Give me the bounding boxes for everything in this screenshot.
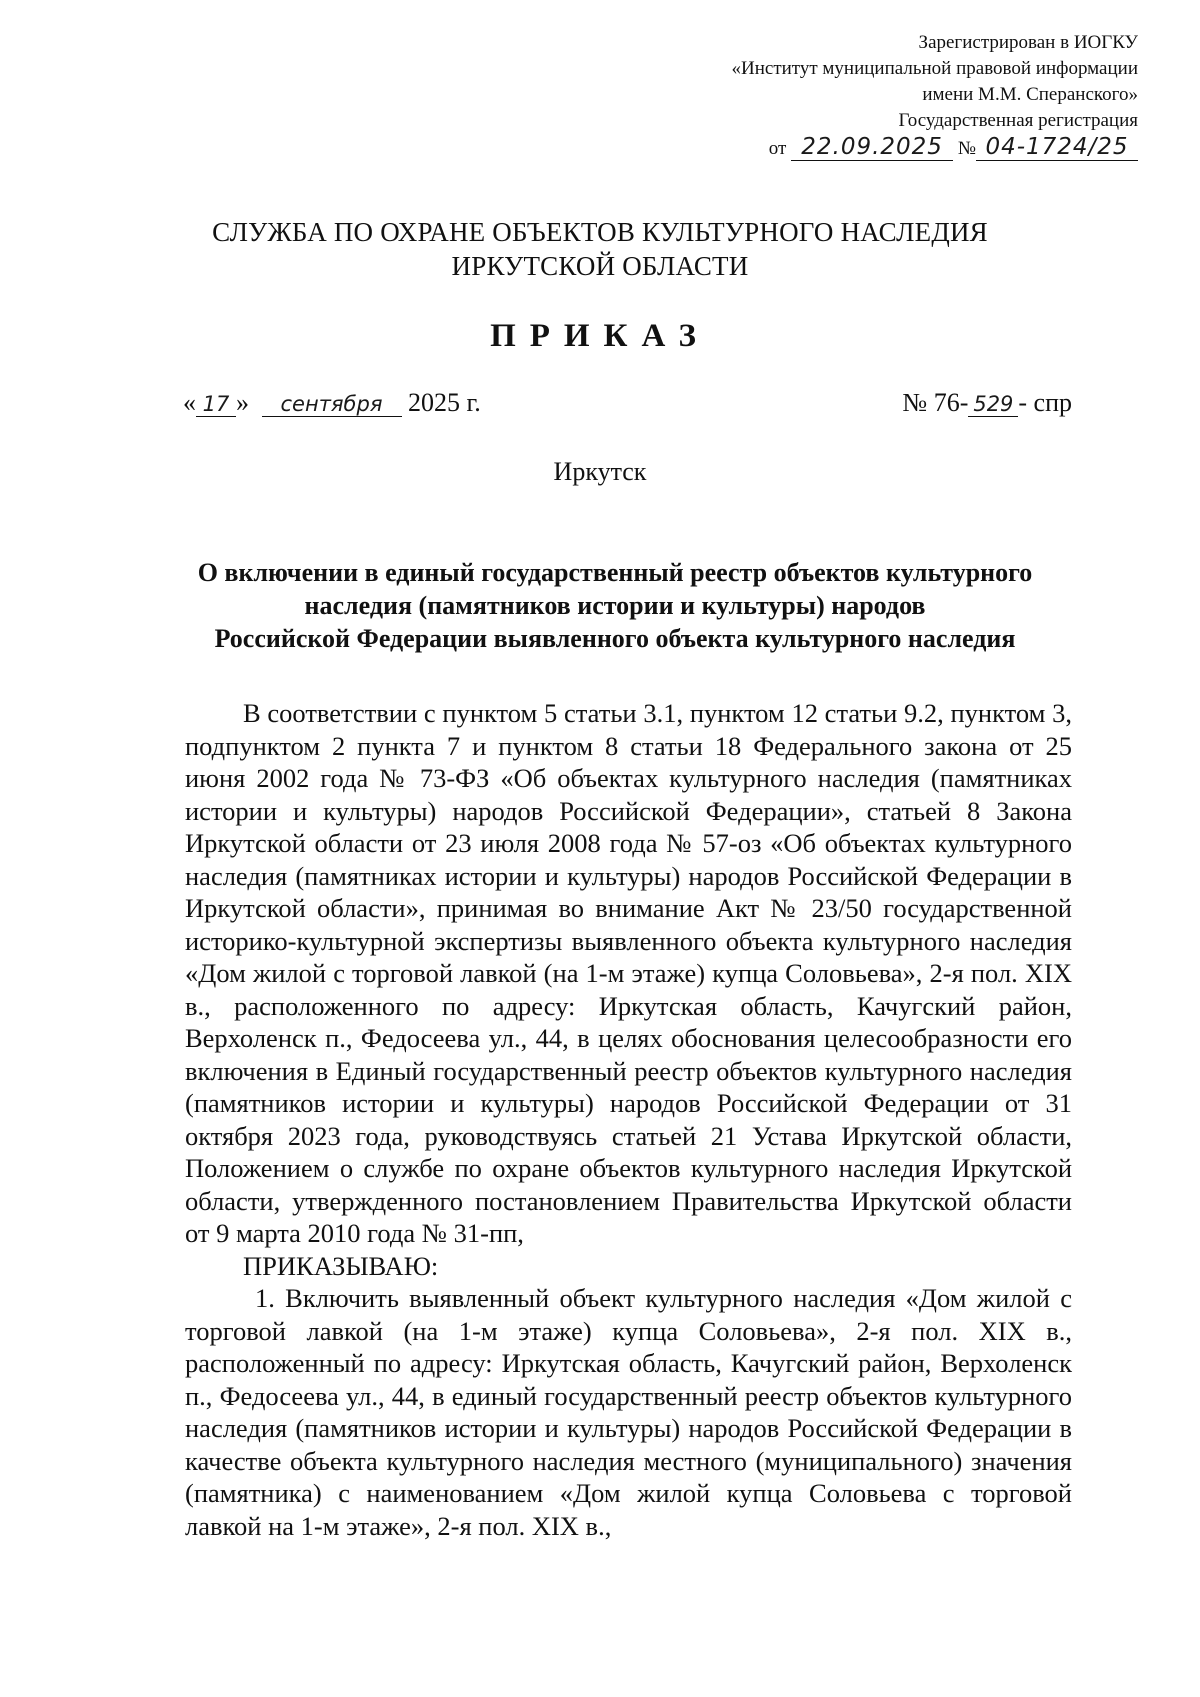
- order-date-year: 2025 г.: [408, 388, 481, 417]
- agency-name-line-1: СЛУЖБА ПО ОХРАНЕ ОБЪЕКТОВ КУЛЬТУРНОГО НАСЛЕДИЯ: [212, 217, 988, 247]
- agency-header: [0, 215, 1200, 283]
- registration-line-1: Зарегистрирован в ИОГКУ: [918, 32, 1138, 53]
- subject-line-3: Российской Федерации выявленного объекта культурного наследия: [214, 624, 1016, 653]
- order-body: [185, 697, 1072, 1542]
- order-number-prefix: № 76-: [902, 388, 969, 417]
- order-date-open-quote: «: [183, 388, 196, 417]
- order-number: [902, 388, 1072, 418]
- order-item-1: 1. Включить выявленный объект культурного наследия «Дом жилой с торговой лавкой (на 1-м этаже) купца Соловьева», 2-я пол. XIX в., расположенный по адресу: Иркутская область, Качугский район, Верхоленск п., Федосеева ул., 44, в единый государственный реестр объектов культурного наследия (памятников истории и культуры) народов Российской Федерации в качестве объекта культурного наследия местного (муниципального) значения (памятника) с наименованием «Дом жилой купца Соловьева с торговой лавкой на 1-м этаже», 2-я пол. XIX в.,: [185, 1283, 1072, 1541]
- registration-line-4: Государственная регистрация: [898, 110, 1138, 131]
- registration-number-prefix: №: [957, 138, 976, 159]
- order-number-suffix: - спр: [1018, 388, 1072, 417]
- registration-stamp: [618, 30, 1138, 162]
- agency-name-line-2: ИРКУТСКОЙ ОБЛАСТИ: [451, 251, 749, 281]
- subject-line-1: О включении в единый государственный реестр объектов культурного: [197, 558, 1033, 587]
- registration-line-3: имени М.М. Сперанского»: [922, 84, 1138, 105]
- order-date: [183, 388, 481, 418]
- order-date-number-row: [183, 388, 1072, 418]
- order-directive-word: ПРИКАЗЫВАЮ:: [243, 1250, 439, 1281]
- registration-date-handwritten: 22.09.2025: [791, 134, 953, 161]
- subject-line-2: наследия (памятников истории и культуры) народов: [304, 591, 926, 620]
- order-date-month-handwritten: сентября: [262, 392, 402, 417]
- order-date-day-handwritten: 17: [196, 392, 236, 417]
- registration-date-prefix: от: [768, 138, 787, 159]
- registration-number-handwritten: 04-1724/25: [976, 134, 1138, 161]
- document-title: ПРИКАЗ: [490, 318, 710, 354]
- order-date-close-quote: »: [236, 388, 249, 417]
- order-number-handwritten: 529: [968, 392, 1018, 417]
- city-name: Иркутск: [553, 457, 647, 486]
- order-subject: [150, 556, 1080, 655]
- registration-date-number: [618, 134, 1138, 162]
- registration-line-2: «Институт муниципальной правовой информации: [731, 58, 1138, 79]
- preamble-paragraph: В соответствии с пунктом 5 статьи 3.1, пунктом 12 статьи 9.2, пунктом 3, подпунктом 2 пункта 7 и пунктом 8 статьи 18 Федерального закона от 25 июня 2002 года № 73-ФЗ «Об объектах культурного наследия (памятниках истории и культуры) народов Российской Федерации», статьей 8 Закона Иркутской области от 23 июля 2008 года № 57-оз «Об объектах культурного наследия (памятниках истории и культуры) народов Российской Федерации в Иркутской области», принимая во внимание Акт № 23/50 государственной историко-культурной экспертизы выявленного объекта культурного наследия «Дом жилой с торговой лавкой (на 1-м этаже) купца Соловьева», 2-я пол. XIX в., расположенного по адресу: Иркутская область, Качугский район, Верхоленск п., Федосеева ул., 44, в целях обоснования целесообразности его включения в Единый государственный реестр объектов культурного наследия (памятников истории и культуры) народов Российской Федерации от 31 октября 2023 года, руководствуясь статьей 21 Устава Иркутской области, Положением о службе по охране объектов культурного наследия Иркутской области, утвержденного постановлением Правительства Иркутской области от 9 марта 2010 года № 31-пп,: [185, 698, 1072, 1248]
